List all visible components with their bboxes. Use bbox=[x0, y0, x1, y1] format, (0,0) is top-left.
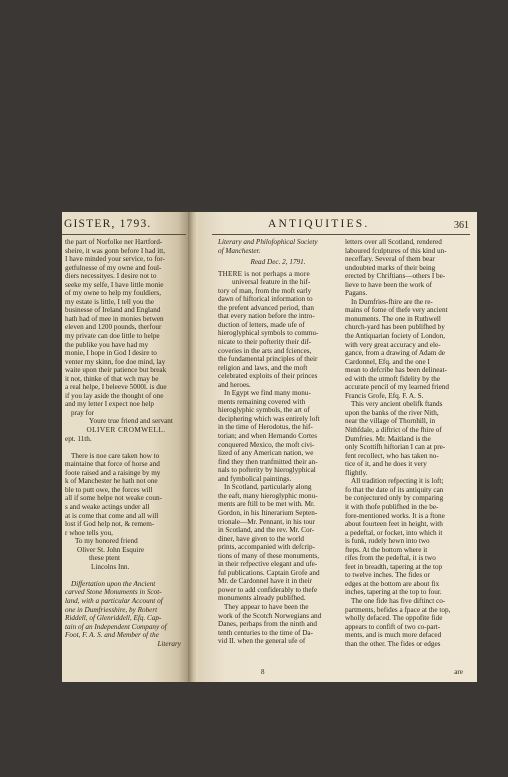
text-line: All tradition refpecting it is loft; bbox=[351, 477, 444, 486]
text-line: seeke my selfe, I have little monie bbox=[65, 280, 164, 289]
text-line: eleven and 1200 pounds, therfour bbox=[65, 323, 162, 332]
text-line: hieroglyphical symbols to commu- bbox=[218, 329, 319, 338]
text-line: ments, and is much more defaced bbox=[345, 631, 442, 640]
text-line: tice of it, and he does it very bbox=[345, 460, 427, 469]
text-line: fent recollect, who has taken no- bbox=[345, 451, 439, 460]
text-line: Foot, F. A. S. and Member of the bbox=[65, 631, 159, 640]
text-line: conquered Mexico, the moft civi- bbox=[218, 440, 315, 449]
text-line: fteps. At the bottom where it bbox=[345, 545, 428, 554]
text-line: THERE is not perhaps a more bbox=[218, 269, 310, 278]
text-line: foote raised and a raisinge by my bbox=[65, 468, 161, 477]
text-line: ed with the utmoft fidelity by the bbox=[345, 374, 441, 383]
text-line: a pedeftal, or focket, into which it bbox=[345, 528, 443, 537]
text-line: tenth centuries to the time of Da- bbox=[218, 628, 314, 637]
text-line: monie, I hope in God I desire to bbox=[65, 349, 157, 358]
left-page-text bbox=[65, 238, 187, 648]
text-line: universal feature in the hif- bbox=[232, 278, 311, 287]
text-line: and my letter I expect noe help bbox=[65, 400, 155, 409]
text-line: duction of letters, made ufe of bbox=[218, 320, 305, 329]
text-line: flightly. bbox=[345, 468, 368, 477]
text-line: letters over all Scotland, rendered bbox=[345, 238, 442, 246]
text-line: erected by Chriftians—others I be- bbox=[345, 272, 446, 281]
text-line: undoubted marks of their being bbox=[345, 263, 436, 272]
text-line: OLIVER CROMWELL. bbox=[86, 426, 166, 435]
text-line: my estate is little, I tell you the bbox=[65, 297, 155, 306]
text-line: mains of fome of thefe very ancient bbox=[345, 306, 448, 315]
text-line: Differtation upon the Ancient bbox=[71, 579, 156, 588]
text-line: a real helpe, I beleeve 5000l. is due bbox=[65, 383, 167, 392]
text-line: celebrated exploits of their princes bbox=[218, 372, 318, 381]
text-line: religion and laws, and the moft bbox=[218, 363, 308, 372]
text-line: mean to defcribe has been delineat- bbox=[345, 366, 447, 375]
left-page bbox=[62, 212, 188, 682]
text-line: ful publications. Captain Grofe and bbox=[218, 568, 320, 577]
text-line: In Dumfries-fhire are the re- bbox=[351, 297, 433, 306]
text-line: ments remaining covered with bbox=[218, 397, 306, 406]
text-line: vid II. when the general ufe of bbox=[218, 637, 306, 646]
text-line: Oliver St. John Esquire bbox=[77, 545, 145, 554]
text-line: fore-mentioned works. It is a ftone bbox=[345, 511, 445, 520]
text-line: with very great accuracy and ele- bbox=[345, 340, 441, 349]
right-head-rule bbox=[212, 234, 470, 235]
text-line: Cardonnel, Efq. and the one I bbox=[345, 357, 430, 366]
book-gutter bbox=[188, 212, 198, 682]
text-line: and heroes. bbox=[218, 380, 251, 389]
text-line: near the village of Thornhill, in bbox=[345, 417, 436, 426]
text-line: fo that the date of its antiquity can bbox=[345, 485, 444, 494]
text-line: monuments. The one in Ruthwell bbox=[345, 314, 441, 323]
text-line: in Scotland, and the rev. Mr. Cor- bbox=[218, 526, 315, 535]
text-line: the prefent advanced period, than bbox=[218, 303, 314, 312]
left-running-head: GISTER, 1793. bbox=[64, 218, 152, 230]
text-line: diner, have given to the world bbox=[218, 534, 304, 543]
text-line: at is come that come and all will bbox=[65, 511, 159, 520]
text-line: k of Manchester he hath not one bbox=[65, 477, 158, 486]
text-line: feet in breadth, tapering at the top bbox=[345, 562, 443, 571]
text-line: Literary and Philofophical Society bbox=[218, 238, 318, 246]
text-line: ept. 11th. bbox=[65, 434, 92, 443]
text-line: In Scotland, particularly along bbox=[224, 483, 312, 492]
text-line: power to add confiderably to thefe bbox=[218, 585, 318, 594]
text-line: land, with a particular Account of bbox=[65, 596, 163, 605]
text-line: work of the Scotch Norwegians and bbox=[218, 611, 322, 620]
text-line: In Egypt we find many monu- bbox=[224, 389, 311, 398]
text-line: tions of many of these monuments, bbox=[218, 551, 320, 560]
text-line: tain of an Independent Company of bbox=[65, 622, 167, 631]
text-line: r whoe tells you, bbox=[65, 528, 113, 537]
text-line: Dumfries. Mr. Maitland is the bbox=[345, 434, 431, 443]
text-line: This very ancient obelifk ftands bbox=[351, 400, 443, 409]
right-running-head: ANTIQUITIES. bbox=[268, 218, 370, 230]
left-head-rule bbox=[62, 234, 186, 235]
text-line: my private can doe little to helpe bbox=[65, 332, 160, 341]
text-line: lized of any American nation, we bbox=[218, 449, 314, 458]
text-line: sheire, it was gonn before I had itt, bbox=[65, 246, 165, 255]
text-line: carved Stone Monuments in Scot- bbox=[65, 588, 162, 597]
text-line: be conjectured only by comparing bbox=[345, 494, 444, 503]
text-line: the publike you have had my bbox=[65, 340, 149, 349]
text-line: of Manchester. bbox=[218, 246, 261, 255]
text-line: only Scottifh hiftorian I can at pre- bbox=[345, 443, 446, 452]
text-line: that every nation before the intro- bbox=[218, 312, 315, 321]
text-line: They appear to have been the bbox=[224, 602, 309, 611]
text-line: venter my skinn, foe doe mind, lay bbox=[65, 357, 166, 366]
text-line: Gordon, in his Itinerarium Septen- bbox=[218, 508, 318, 517]
text-line bbox=[65, 443, 187, 452]
text-line: about fourteen feet in height, with bbox=[345, 520, 443, 529]
text-line: businesse of Ireland and England bbox=[65, 306, 161, 315]
text-line: s and weake actings under all bbox=[65, 502, 150, 511]
text-line: lost if God help not, & remem- bbox=[65, 520, 155, 529]
text-line: one in Dumfriesshire, by Robert bbox=[65, 605, 158, 614]
text-line: rifes from the pedeftal, it is two bbox=[345, 554, 436, 563]
text-line: Nithfdale, a diftrict of the fhire of bbox=[345, 426, 442, 435]
text-line: is funk, rudely hewn into two bbox=[345, 537, 430, 546]
text-line: To my honored friend bbox=[75, 537, 138, 546]
text-line: gance, from a drawing of Adam de bbox=[345, 349, 445, 358]
text-line: tory of man, from the moft early bbox=[218, 286, 312, 295]
text-line: Literary bbox=[157, 639, 181, 648]
text-line: appears to confift of two co-part- bbox=[345, 622, 441, 631]
text-line: pray for bbox=[71, 408, 94, 417]
text-line: the fundamental principles of their bbox=[218, 355, 318, 364]
text-line: find they then tranfmitted their an- bbox=[218, 457, 318, 466]
text-line: I have minded your service, to for- bbox=[65, 255, 165, 264]
text-line: partments, befides a fpace at the top, bbox=[345, 605, 451, 614]
text-line: ments are ftill to be met with. Mr. bbox=[218, 500, 315, 509]
text-line: wholly defaced. The oppofite fide bbox=[345, 614, 443, 623]
text-line: and fymbolical paintings. bbox=[218, 474, 292, 483]
text-line: hath had of mee in monies betwen bbox=[65, 314, 164, 323]
text-line: Read Dec. 2, 1791. bbox=[250, 258, 306, 267]
text-line: all if some helpe not weake coun- bbox=[65, 494, 162, 503]
text-line: nals to pofterity by hieroglyphical bbox=[218, 466, 316, 475]
text-line: prints, accompanied with defcrip- bbox=[218, 543, 315, 552]
text-line: Mr. de Cardonnel have it in their bbox=[218, 577, 313, 586]
text-line: coveries in the arts and fciences, bbox=[218, 346, 312, 355]
text-line: nicate to their pofterity their dif- bbox=[218, 338, 312, 347]
text-line: hieroglyphic symbols, the art of bbox=[218, 406, 310, 415]
text-line: Youre true friend and servant bbox=[89, 417, 173, 426]
text-line: diers necessityes. I desire not to bbox=[65, 272, 157, 281]
text-line: than the other. The fides or edges bbox=[345, 639, 441, 648]
text-line: Francis Grofe, Efq. F. A. S. bbox=[345, 391, 424, 400]
text-line: ble to putt owe, the forces will bbox=[65, 485, 153, 494]
text-line: to twelve inches. The fides or bbox=[345, 571, 430, 580]
right-column-2 bbox=[345, 238, 473, 648]
text-line: There is noe care taken how to bbox=[71, 451, 160, 460]
catchword: are bbox=[454, 668, 463, 676]
text-line: these ptent bbox=[89, 554, 120, 563]
text-line: laboured fculptures of this kind un- bbox=[345, 246, 447, 255]
page-number: 361 bbox=[454, 220, 469, 231]
text-line: monuments already publifhed. bbox=[218, 594, 306, 603]
text-line: neceffary. Several of them bear bbox=[345, 255, 435, 264]
text-line: church-yard has been publifhed by bbox=[345, 323, 445, 332]
text-line: deciphering which was entirely loft bbox=[218, 414, 320, 423]
text-line: trionale—Mr. Pennant, in his tour bbox=[218, 517, 316, 526]
text-line: lieve to have been the work of bbox=[345, 280, 433, 289]
signature-mark: 8 bbox=[261, 668, 265, 676]
text-line: Danes, perhaps from the ninth and bbox=[218, 620, 318, 629]
text-line: maintaine that force of horse and bbox=[65, 460, 160, 469]
text-line: Lincolns Inn. bbox=[91, 562, 130, 571]
text-line bbox=[65, 571, 187, 580]
text-line: in their refpective elegant and ufe- bbox=[218, 560, 318, 569]
text-line: torian; and when Hernando Cortes bbox=[218, 432, 318, 441]
text-line: getfulnesse of my owne and foul- bbox=[65, 263, 162, 272]
book-spread bbox=[62, 212, 477, 682]
text-line: the eaft, many hieroglyphic monu- bbox=[218, 491, 318, 500]
text-line: accurate pencil of my learned friend bbox=[345, 383, 449, 392]
text-line: dawn of hiftorical information to bbox=[218, 295, 313, 304]
text-line: the part of Norfolke ner Hartford- bbox=[65, 238, 163, 246]
text-line: Riddell, of Glenriddell, Efq. Cap- bbox=[65, 614, 162, 623]
text-line: upon the banks of the river Nith, bbox=[345, 408, 439, 417]
text-line: Pagans. bbox=[345, 289, 368, 298]
text-line: the Antiquarian fociety of London, bbox=[345, 332, 445, 341]
right-page bbox=[198, 212, 477, 682]
text-line: waite upon their patience but break bbox=[65, 366, 167, 375]
text-line: of my owne to help my fouldiers, bbox=[65, 289, 162, 298]
text-line: in the time of Herodotus, the hif- bbox=[218, 423, 313, 432]
right-column-1 bbox=[218, 238, 338, 646]
text-line: inches, tapering at the top to four. bbox=[345, 588, 442, 597]
text-line: it with thofe publifhed in the be- bbox=[345, 502, 439, 511]
text-line: if you lay aside the thought of one bbox=[65, 391, 164, 400]
text-line: it not, thinke of that wch may be bbox=[65, 374, 159, 383]
text-line: edges at the bottom are about fix bbox=[345, 579, 440, 588]
text-line: The one fide has five diftinct co- bbox=[351, 596, 446, 605]
